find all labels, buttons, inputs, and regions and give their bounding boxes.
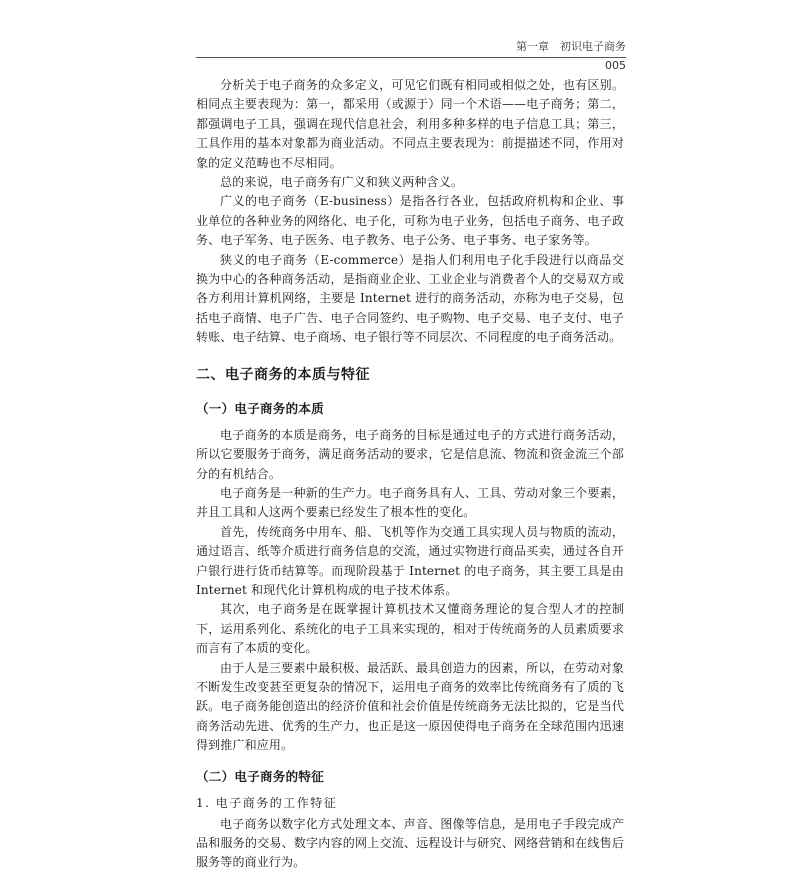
subsection-heading: （二）电子商务的特征	[196, 768, 325, 784]
paragraph: 狭义的电子商务（E-commerce）是指人们利用电子化手段进行以商品交换为中心的各种商务活动，是指商业企业、工业企业与消费者个人的交易双方或各方利用计算机网络，主要是 Internet 进行的商务活动，亦称为电子交易，包括电子商情、电子广告、电子合同签约、电子购物、电子交易、电子支付、电子转账、电子结算、电子商场、电子银行等不同层次、不同程度的电子商务活动。	[196, 252, 624, 345]
paragraph: 总的来说，电子商务有广义和狭义两种含义。	[220, 175, 464, 190]
page-number: 005	[605, 59, 626, 72]
paragraph: 首先，传统商务中用车、船、飞机等作为交通工具实现人员与物质的流动，通过语言、纸等介质进行商务信息的交流，通过实物进行商品买卖，通过各自开户银行进行货币结算等。而现阶段基于 Internet 的电子商务，其主要工具是由 Internet 和现代化计算机构成的电子技术体系。	[196, 524, 624, 597]
header-rule	[196, 57, 626, 58]
paragraph: 广义的电子商务（E-business）是指各行各业，包括政府机构和企业、事业单位的各种业务的网络化、电子化，可称为电子业务，包括电子商务、电子政务、电子军务、电子医务、电子教务、电子公务、电子事务、电子家务等。	[196, 194, 624, 248]
paragraph: 由于人是三要素中最积极、最活跃、最具创造力的因素，所以，在劳动对象不断发生改变甚至更复杂的情况下，运用电子商务的效率比传统商务有了质的飞跃。电子商务能创造出的经济价值和社会价值是传统商务无法比拟的，它是当代商务活动先进、优秀的生产力，也正是这一原因使得电子商务在全球范围内迅速得到推广和应用。	[196, 660, 624, 753]
paragraph: 其次，电子商务是在既掌握计算机技术又懂商务理论的复合型人才的控制下，运用系列化、系统化的电子工具来实现的，相对于传统商务的人员素质要求而言有了本质的变化。	[196, 602, 624, 656]
running-header: 第一章 初识电子商务	[516, 40, 626, 53]
paragraph: 电子商务是一种新的生产力。电子商务具有人、工具、劳动对象三个要素，并且工具和人这两个要素已经发生了根本性的变化。	[196, 485, 624, 520]
paragraph: 分析关于电子商务的众多定义，可见它们既有相同或相似之处，也有区别。相同点主要表现为：第一，都采用（或源于）同一个术语——电子商务；第二，都强调电子工具，强调在现代信息社会，利用多种多样的电子信息工具；第三，工具作用的基本对象都为商业活动。不同点主要表现为：前提描述不同，作用对象的定义范畴也不尽相同。	[196, 78, 624, 170]
sub-subsection-heading: 1. 电子商务的工作特征	[196, 795, 338, 810]
section-heading: 二、电子商务的本质与特征	[196, 366, 370, 383]
paragraph: 电子商务的本质是商务，电子商务的目标是通过电子的方式进行商务活动，所以它要服务于商务，满足商务活动的要求，它是信息流、物流和资金流三个部分的有机结合。	[196, 427, 624, 481]
paragraph: 电子商务以数字化方式处理文本、声音、图像等信息，是用电子手段完成产品和服务的交易、数字内容的网上交流、远程设计与研究、网络营销和在线售后服务等的商业行为。	[196, 816, 624, 870]
subsection-heading: （一）电子商务的本质	[196, 400, 325, 416]
page-body	[196, 76, 624, 873]
